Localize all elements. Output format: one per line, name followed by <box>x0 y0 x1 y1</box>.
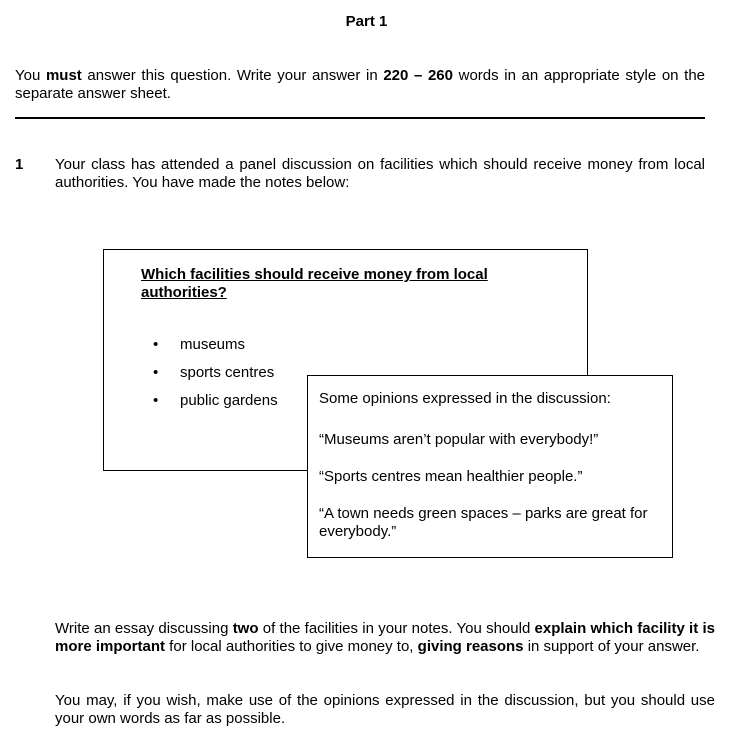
instructions-text-2: answer this question. Write your answer in <box>81 67 384 84</box>
list-item <box>140 392 278 420</box>
task-text-3: for local authorities to give money to, <box>165 638 418 655</box>
task-instructions <box>55 620 715 656</box>
opinion-quote: “Sports centres mean healthier people.” <box>319 468 583 485</box>
instructions-text-3: words in an appropriate style on the separate answer sheet. <box>15 67 706 102</box>
instructions-bold-1: must <box>45 67 82 84</box>
instructions <box>15 67 705 103</box>
task-bold-1: two <box>232 620 259 637</box>
notes-heading: Which facilities should receive money from local authorities? <box>141 266 488 301</box>
list-item <box>140 336 278 364</box>
task-text-2: of the facilities in your notes. You should <box>258 620 535 637</box>
bullet-icon: • <box>153 392 159 409</box>
bullet-icon: • <box>153 336 159 353</box>
horizontal-divider <box>15 117 705 119</box>
bullet-icon: • <box>153 364 159 381</box>
opinion-quote: “Museums aren’t popular with everybody!” <box>319 431 599 448</box>
opinion-quote: “A town needs green spaces – parks are great for everybody.” <box>319 505 648 540</box>
task-bold-2: explain which facility it is more important <box>55 620 715 655</box>
question-number: 1 <box>15 156 24 173</box>
task-advice: You may, if you wish, make use of the opinions expressed in the discussion, but you should use your own words as far as possible. <box>55 692 715 727</box>
question-text: Your class has attended a panel discussion on facilities which should receive money from local authorities. You have made the notes below: <box>55 156 705 191</box>
notes-item-museums: museums <box>180 336 246 353</box>
notes-list <box>140 336 278 420</box>
task-bold-3: giving reasons <box>417 638 524 655</box>
notes-item-sports-centres: sports centres <box>180 364 275 381</box>
task-text-1: Write an essay discussing <box>55 620 233 637</box>
instructions-text-1: You <box>15 67 46 84</box>
part-title: Part 1 <box>345 13 388 30</box>
instructions-bold-2: 220 – 260 <box>383 67 453 84</box>
task-text-4: in support of your answer. <box>523 638 700 655</box>
notes-item-public-gardens: public gardens <box>180 392 278 409</box>
opinions-box <box>307 375 673 558</box>
list-item <box>140 364 278 392</box>
opinions-heading: Some opinions expressed in the discussion: <box>319 390 611 407</box>
